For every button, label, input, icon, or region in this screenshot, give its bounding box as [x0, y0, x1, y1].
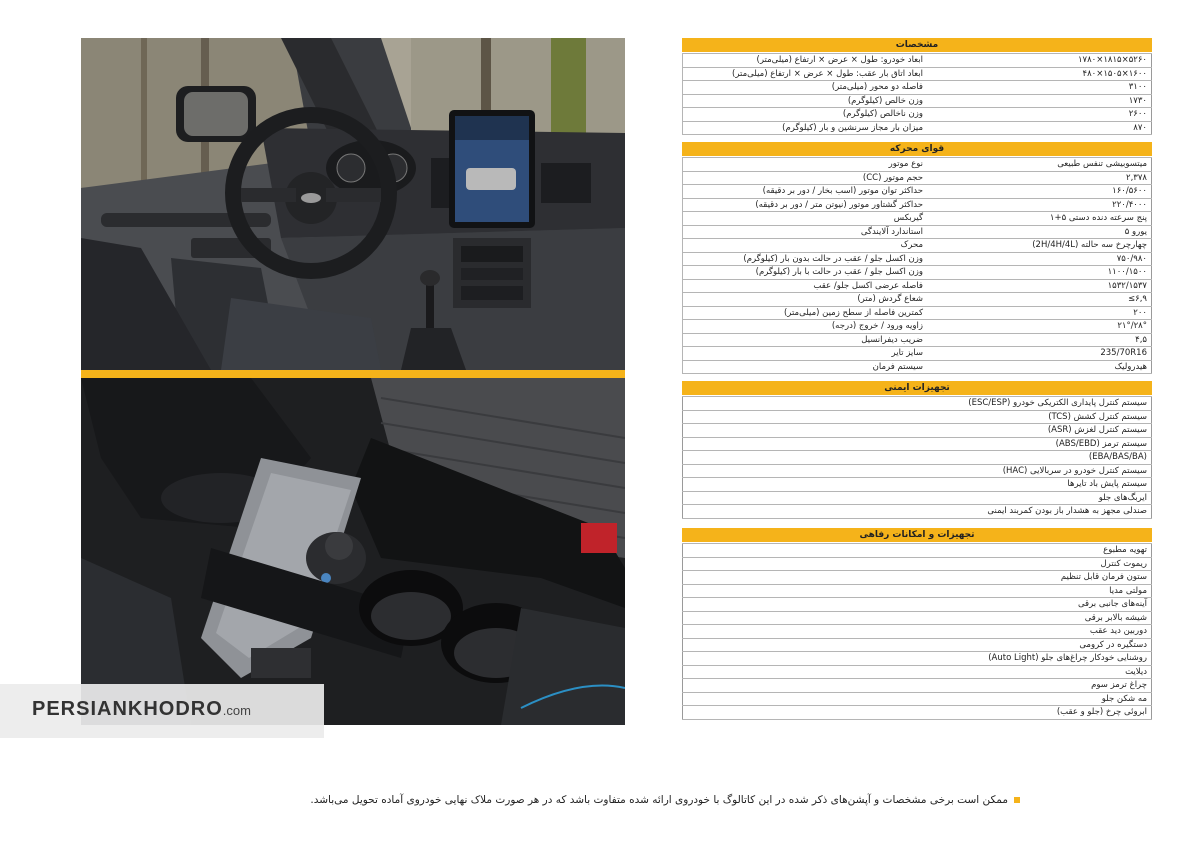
spec-row	[683, 347, 1152, 361]
spec-row	[683, 185, 1152, 199]
spec-row	[683, 94, 1152, 108]
spec-value: ۲,۳۷۸	[927, 171, 1152, 185]
spec-value: ۲۰۰	[927, 306, 1152, 320]
list-item	[683, 665, 1152, 679]
list-item	[683, 598, 1152, 612]
list-item	[683, 505, 1152, 519]
spec-row	[683, 158, 1152, 172]
watermark-brand: PERSIANKHODRO	[32, 698, 223, 720]
list-item-text: سیستم کنترل کشش (TCS)	[683, 410, 1152, 424]
spec-row	[683, 81, 1152, 95]
list-item	[683, 410, 1152, 424]
spec-value: ۲۸°/۲۱°	[927, 320, 1152, 334]
list-item-text: دستگیره در کرومی	[683, 638, 1152, 652]
dimensions-section	[682, 38, 1152, 135]
spec-label: وزن اکسل جلو / عقب در حالت با بار (کیلوگرم)	[683, 266, 928, 280]
center-console-illustration	[81, 378, 625, 725]
spec-value: ۳۱۰۰	[927, 81, 1152, 95]
spec-value: ۲۶۰۰	[927, 108, 1152, 122]
list-item	[683, 451, 1152, 465]
spec-value: یورو ۵	[927, 225, 1152, 239]
list-item-text: دوربین دید عقب	[683, 625, 1152, 639]
list-item	[683, 692, 1152, 706]
interior-dashboard-photo	[81, 38, 625, 370]
list-item-text: سیستم پایش باد تایرها	[683, 478, 1152, 492]
spec-label: گیربکس	[683, 212, 928, 226]
list-item-text: دیلایت	[683, 665, 1152, 679]
photo-divider	[81, 370, 625, 378]
spec-row	[683, 320, 1152, 334]
spec-value: 235/70R16	[927, 347, 1152, 361]
list-item	[683, 679, 1152, 693]
spec-row	[683, 54, 1152, 68]
list-item-text: روشنایی خودکار چراغ‌های جلو (Auto Light)	[683, 652, 1152, 666]
powertrain-section	[682, 142, 1152, 374]
spec-value: چهارچرخ سه حالته (2H/4H/4L)	[927, 239, 1152, 253]
comfort-table	[682, 543, 1152, 720]
list-item-text: ایربگ‌های جلو	[683, 491, 1152, 505]
spec-label: شعاع گردش (متر)	[683, 293, 928, 307]
spec-label: استاندارد آلایندگی	[683, 225, 928, 239]
spec-label: حداکثر توان موتور (اسب بخار / دور بر دقیقه)	[683, 185, 928, 199]
list-item	[683, 611, 1152, 625]
list-item	[683, 397, 1152, 411]
spec-row	[683, 306, 1152, 320]
spec-label: ابعاد اتاق بار عقب: طول × عرض × ارتفاع (میلی‌متر)	[683, 67, 928, 81]
list-item	[683, 706, 1152, 720]
spec-value: ۲۲۰/۴۰۰۰	[927, 198, 1152, 212]
list-item	[683, 625, 1152, 639]
safety-section	[682, 381, 1152, 519]
spec-row	[683, 239, 1152, 253]
spec-label: فاصله دو محور (میلی‌متر)	[683, 81, 928, 95]
list-item-text: مولتی مدیا	[683, 584, 1152, 598]
spec-label: سیستم فرمان	[683, 360, 928, 374]
spec-row	[683, 333, 1152, 347]
spec-label: وزن خالص (کیلوگرم)	[683, 94, 928, 108]
list-item	[683, 571, 1152, 585]
list-item-text: ریموت کنترل	[683, 557, 1152, 571]
footnote-text: ممکن است برخی مشخصات و آپشن‌های ذکر شده در این کاتالوگ با خودروی ارائه شده متفاوت باشد که در هر صورت ملاک نهایی خودروی آماده تحویل می‌باشد.	[310, 794, 1008, 806]
watermark-domain: .com	[222, 703, 251, 718]
list-item-text: (EBA/BAS/BA)	[683, 451, 1152, 465]
list-item-text: تهویه مطبوع	[683, 544, 1152, 558]
spec-label: محرک	[683, 239, 928, 253]
spec-row	[683, 108, 1152, 122]
spec-row	[683, 171, 1152, 185]
comfort-section	[682, 528, 1152, 720]
list-item-text: سیستم کنترل لغزش (ASR)	[683, 424, 1152, 438]
spec-label: وزن اکسل جلو / عقب در حالت بدون بار (کیلوگرم)	[683, 252, 928, 266]
safety-table	[682, 396, 1152, 519]
spec-label: زاویه ورود / خروج (درجه)	[683, 320, 928, 334]
list-item-text: سیستم ترمز (ABS/EBD)	[683, 437, 1152, 451]
list-item-text: صندلی مجهز به هشدار باز بودن کمربند ایمنی	[683, 505, 1152, 519]
spec-value: ۶,۹≥	[927, 293, 1152, 307]
center-console-photo	[81, 378, 625, 725]
spec-value: ۸۷۰	[927, 121, 1152, 135]
list-item-text: ابروئی چرخ (جلو و عقب)	[683, 706, 1152, 720]
spec-row	[683, 67, 1152, 81]
spec-value: ۱۱۰۰/۱۵۰۰	[927, 266, 1152, 280]
list-item-text: شیشه بالابر برقی	[683, 611, 1152, 625]
footnote	[180, 794, 1020, 806]
spec-label: فاصله عرضی اکسل جلو/ عقب	[683, 279, 928, 293]
powertrain-heading: قوای محرکه	[682, 142, 1152, 156]
spec-row	[683, 198, 1152, 212]
spec-row	[683, 293, 1152, 307]
interior-dashboard-illustration	[81, 38, 625, 370]
list-item	[683, 638, 1152, 652]
spec-label: حجم موتور (CC)	[683, 171, 928, 185]
dimensions-heading: مشخصات	[682, 38, 1152, 52]
list-item	[683, 437, 1152, 451]
spec-row	[683, 121, 1152, 135]
spec-label: سایز تایر	[683, 347, 928, 361]
safety-heading: تجهیزات ایمنی	[682, 381, 1152, 395]
spec-value: هیدرولیک	[927, 360, 1152, 374]
spec-row	[683, 212, 1152, 226]
list-item-text: ستون فرمان قابل تنظیم	[683, 571, 1152, 585]
spec-row	[683, 266, 1152, 280]
watermark-banner	[0, 684, 324, 738]
spec-label: وزن ناخالص (کیلوگرم)	[683, 108, 928, 122]
list-item	[683, 544, 1152, 558]
list-item	[683, 652, 1152, 666]
spec-label: نوع موتور	[683, 158, 928, 172]
footnote-bullet	[1014, 797, 1020, 803]
list-item	[683, 557, 1152, 571]
spec-label: ضریب دیفرانسیل	[683, 333, 928, 347]
watermark-text	[32, 698, 251, 721]
list-item	[683, 478, 1152, 492]
spec-row	[683, 360, 1152, 374]
dimensions-table	[682, 53, 1152, 135]
spec-value: پنج سرعته دنده دستی ۵+۱	[927, 212, 1152, 226]
list-item-text: سیستم کنترل پایداری الکتریکی خودرو (ESC/ESP)	[683, 397, 1152, 411]
spec-value: ۵۲۶۰×۱۸۱۵×۱۷۸۰	[927, 54, 1152, 68]
list-item-text: سیستم کنترل خودرو در سربالایی (HAC)	[683, 464, 1152, 478]
spec-value: ۷۵۰/۹۸۰	[927, 252, 1152, 266]
spec-label: کمترین فاصله از سطح زمین (میلی‌متر)	[683, 306, 928, 320]
spec-value: ۱۵۳۲/۱۵۳۷	[927, 279, 1152, 293]
spec-row	[683, 225, 1152, 239]
powertrain-table	[682, 157, 1152, 374]
spec-value: ۱۶۰۰×۱۵۰۵×۴۸۰	[927, 67, 1152, 81]
list-item-text: چراغ ترمز سوم	[683, 679, 1152, 693]
list-item-text: مه شکن جلو	[683, 692, 1152, 706]
spec-value: ۱۷۳۰	[927, 94, 1152, 108]
spec-label: میزان بار مجاز سرنشین و بار (کیلوگرم)	[683, 121, 928, 135]
comfort-heading: تجهیزات و امکانات رفاهی	[682, 528, 1152, 542]
spec-label: حداکثر گشتاور موتور (نیوتن متر / دور بر دقیقه)	[683, 198, 928, 212]
list-item	[683, 424, 1152, 438]
spec-value: میتسوبیشی تنفس طبیعی	[927, 158, 1152, 172]
list-item	[683, 464, 1152, 478]
list-item	[683, 491, 1152, 505]
spec-value: ۴,۵	[927, 333, 1152, 347]
list-item-text: آینه‌های جانبی برقی	[683, 598, 1152, 612]
spec-value: ۱۶۰/۵۶۰۰	[927, 185, 1152, 199]
spec-row	[683, 279, 1152, 293]
spec-row	[683, 252, 1152, 266]
list-item	[683, 584, 1152, 598]
spec-label: ابعاد خودرو: طول × عرض × ارتفاع (میلی‌متر)	[683, 54, 928, 68]
